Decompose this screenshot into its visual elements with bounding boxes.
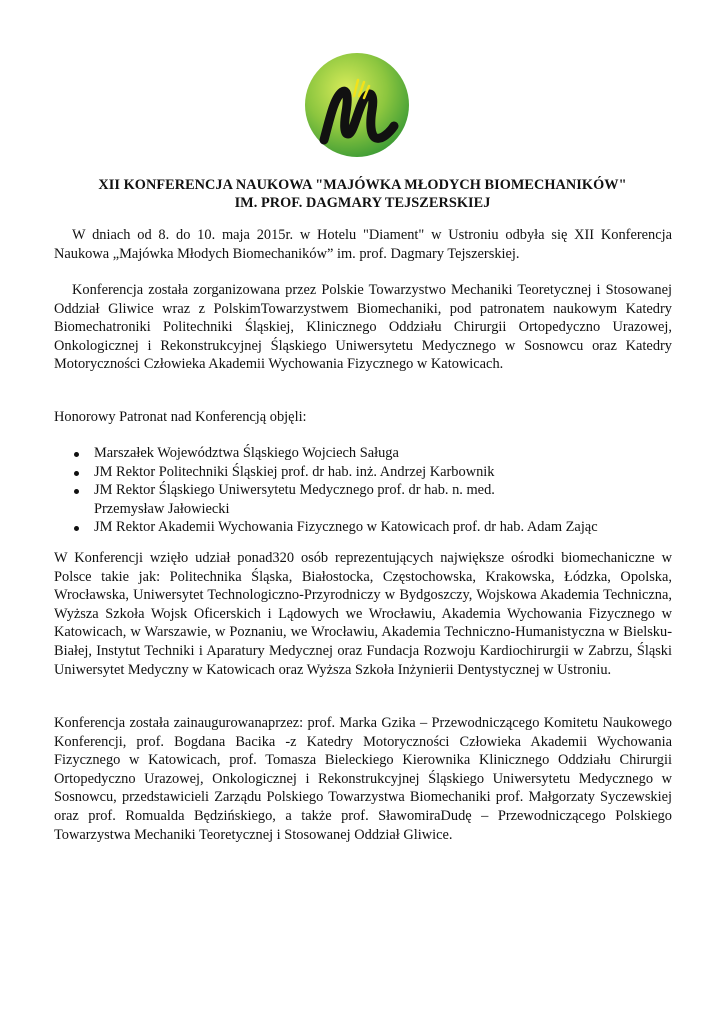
bullet-icon: [74, 489, 79, 494]
organizers-paragraph: Konferencja została zorganizowana przez Polskie Towarzystwo Mechaniki Teoretycznej i Stosowanej Oddział Gliwice wraz z PolskimTowarzystwem Biomechaniki, pod patronatem naukowym Katedry Biomechatroniki Politechniki Śląskiej, Klinicznego Oddziału Chirurgii Ortopedyczno Urazowej, Onkologicznej i Rekonstrukcyjnej Śląskiego Uniwersytetu Medycznego w Sosnowcu oraz Katedry Motoryczności Człowieka Akademii Wychowania Fizycznego w Katowicach.: [54, 282, 672, 373]
patronage-heading: Honorowy Patronat nad Konferencją objęli:: [54, 409, 307, 425]
list-item: JM Rektor Politechniki Śląskiej prof. dr hab. inż. Andrzej Karbownik: [54, 463, 679, 482]
bullet-icon: [74, 526, 79, 531]
bullet-icon: [74, 452, 79, 457]
conference-logo: [304, 40, 410, 170]
title-line-1: XII KONFERENCJA NAUKOWA "MAJÓWKA MŁODYCH BIOMECHANIKÓW": [98, 177, 627, 193]
logo-m-icon: [304, 40, 410, 170]
bullet-icon: [74, 471, 79, 476]
inauguration-paragraph: Konferencja została zainaugurowanaprzez: prof. Marka Gzika – Przewodniczącego Komitetu Naukowego Konferencji, prof. Bogdana Bacika -z Katedry Motoryczności Człowieka Akademii Wychowania Fizycznego w Katowicach, prof. Tomasza Bieleckiego Kierownika Klinicznego Oddziału Chirurgii Ortopedyczno Urazowej, Onkologicznej i Rekonstrukcyjnej Śląskiego Uniwersytetu Medycznego w Sosnowcu, przedstawicieli Zarządu Polskiego Towarzystwa Biomechaniki prof. Małgorzaty Syczewskiej oraz prof. Romualda Będzińskiego, a także prof. SławomiraDudę – Przewodniczącego Polskiego Towarzystwa Mechaniki Teoretycznej i Stosowanej Oddział Gliwice.: [54, 715, 672, 843]
list-item: Marszałek Województwa Śląskiego Wojciech Saługa: [54, 444, 679, 463]
participants-paragraph: W Konferencji wzięło udział ponad320 osób reprezentujących największe ośrodki biomechaniczne w Polsce takie jak: Politechnika Śląska, Białostocka, Częstochowska, Krakowska, Łódzka, Opolska, Wrocławska, Uniwersytet Technologiczno-Przyrodniczy w Bydgoszczy, Wojskowa Akademia Techniczna, Wyższa Szkoła Wojsk Oficerskich i Lądowych we Wrocławiu, Akademia Wychowania Fizycznego w Katowicach, w Warszawie, w Poznaniu, we Wrocławiu, Akademia Techniczno-Humanistyczna w Bielsku-Białej, Instytut Techniki i Aparatury Medycznej oraz Fundacja Rozwoju Kardiochirurgii w Zabrzu, Śląski Uniwersytet Medyczny w Katowicach oraz Wyższa Szkoła Inżynierii Dentystycznej w Ustroniu.: [54, 550, 672, 678]
title-line-2: IM. PROF. DAGMARY TEJSZERSKIEJ: [234, 195, 491, 211]
intro-paragraph: W dniach od 8. do 10. maja 2015r. w Hotelu "Diament" w Ustroniu odbyła się XII Konferencja Naukowa „Majówka Młodych Biomechaników” im. prof. Dagmary Tejszerskiej.: [54, 227, 672, 262]
document-title: [40, 176, 685, 212]
list-item: JM Rektor Akademii Wychowania Fizycznego w Katowicach prof. dr hab. Adam Zając: [54, 518, 679, 537]
list-item: JM Rektor Śląskiego Uniwersytetu Medycznego prof. dr hab. n. med. Przemysław Jałowiecki: [54, 481, 679, 518]
patrons-list: [54, 444, 679, 537]
